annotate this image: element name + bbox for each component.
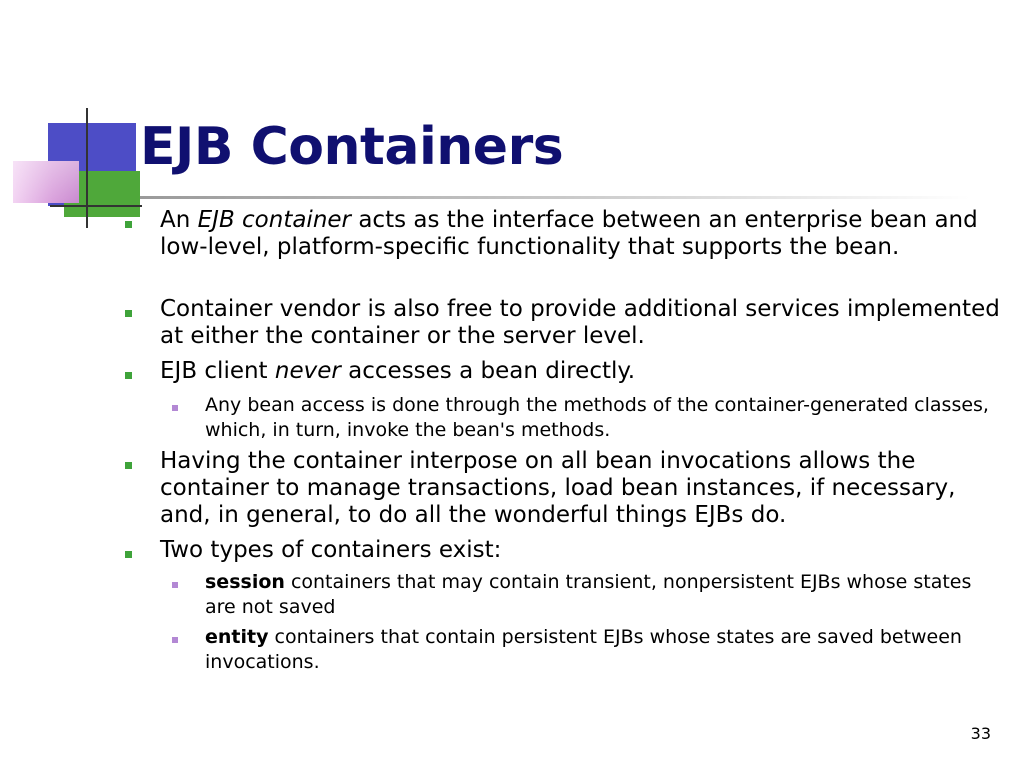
sub-bullet-3-text: containers that contain persistent EJBs whose states are saved between invocations. [205, 626, 962, 673]
bullet-text-1 [160, 207, 1000, 261]
title-underline [140, 196, 970, 199]
bullet-1-text-pre: An [160, 207, 198, 233]
vertical-line-decoration [86, 108, 88, 228]
bullet-1-emphasis: EJB container [197, 207, 352, 233]
bullet-3-text-post: accesses a bean directly. [340, 358, 636, 384]
slide-title: EJB Containers [140, 117, 564, 177]
sub-bullet-text-3 [205, 625, 995, 675]
sub-bullet-2-text: containers that may contain transient, nonpersistent EJBs whose states are not saved [205, 571, 972, 618]
bullet-square-icon [125, 462, 132, 469]
pink-square-highlight [13, 161, 79, 203]
horizontal-line-decoration [50, 205, 142, 207]
bullet-square-icon [125, 372, 132, 379]
sub-bullet-text-1: Any bean access is done through the methods of the container-generated classes, which, in turn, invoke the bean's methods. [205, 394, 989, 441]
sub-bullet-2-strong: session [205, 571, 285, 593]
bullet-square-icon [125, 221, 132, 228]
sub-bullet-square-icon [172, 405, 178, 411]
sub-bullet-square-icon [172, 582, 178, 588]
bullet-1-text-post: acts as the interface between an enterprise bean and low-level, platform-specific functionality that supports the bean. [160, 207, 978, 260]
bullet-square-icon [125, 310, 132, 317]
sub-bullet-text-2 [205, 570, 995, 620]
sub-bullet-3-strong: entity [205, 626, 269, 648]
bullet-3-text-pre: EJB client [160, 358, 275, 384]
bullet-3-emphasis: never [274, 358, 341, 384]
bullet-text-3 [160, 358, 1000, 385]
bullet-text-2: Container vendor is also free to provide additional services implemented at either the container or the server level. [160, 296, 1000, 349]
bullet-square-icon [125, 551, 132, 558]
sub-bullet-square-icon [172, 637, 178, 643]
bullet-text-4: Having the container interpose on all bean invocations allows the container to manage transactions, load bean instances, if necessary, and, in general, to do all the wonderful things EJBs do. [160, 448, 956, 528]
bullet-text-5: Two types of containers exist: [160, 537, 502, 563]
page-number: 33 [970, 724, 991, 743]
